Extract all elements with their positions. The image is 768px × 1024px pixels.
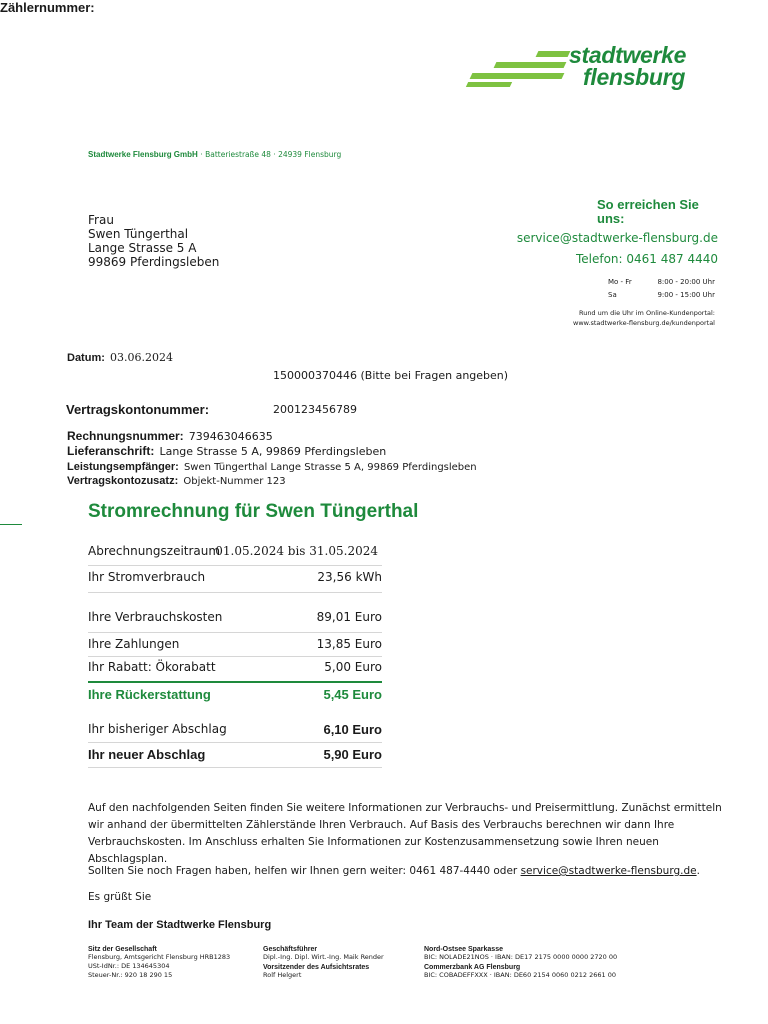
contact-phone: Telefon: 0461 487 4440	[575, 252, 718, 266]
neu-abschlag-label: Ihr neuer Abschlag	[88, 747, 206, 762]
footer-col2-line1: Dipl.-Ing. Dipl. Wirt.-Ing. Maik Render	[263, 953, 384, 961]
zeitraum-label: Abrechnungszeitraum	[88, 544, 221, 558]
zeitraum-value: 01.05.2024 bis 31.05.2024	[215, 544, 378, 558]
row-verbrauch	[88, 570, 382, 590]
signature: Ihr Team der Stadtwerke Flensburg	[88, 919, 272, 931]
logo-line1: stadtwerke	[569, 42, 687, 68]
zahlungen-label: Ihre Zahlungen	[88, 637, 180, 651]
recipient-city: 99869 Pferdingsleben	[88, 255, 220, 269]
footer-col1-line3: Steuer-Nr.: 920 18 290 15	[88, 971, 173, 979]
footer-col3-line2: BIC: COBADEFFXXX · IBAN: DE60 2154 0060 0212 2661 00	[424, 971, 616, 979]
footer-col3-line1: BIC: NOLADE21NOS · IBAN: DE17 2175 0000 0000 2720 00	[424, 953, 618, 961]
verbrauch-label: Ihr Stromverbrauch	[88, 570, 206, 584]
body-email-link[interactable]: service@stadtwerke-flensburg.de	[520, 865, 697, 877]
vertragskontozusatz	[67, 469, 286, 488]
alt-abschlag-value: 6,10 Euro	[323, 722, 382, 737]
hours-day-2: Sa	[608, 291, 617, 299]
footer-col2-heading2: Vorsitzender des Aufsichtsrates	[263, 964, 370, 971]
footer-col1-line2: USt-IdNr.: DE 134645304	[88, 962, 170, 970]
logo	[465, 44, 725, 94]
rabatt-value: 5,00 Euro	[324, 660, 382, 674]
rabatt-label: Ihr Rabatt: Ökorabatt	[88, 660, 216, 674]
alt-abschlag-label: Ihr bisheriger Abschlag	[88, 722, 227, 736]
kosten-label: Ihre Verbrauchskosten	[88, 610, 223, 624]
row-neu-abschlag	[88, 747, 382, 767]
sender-address: · Batteriestraße 48 · 24939 Flensburg	[200, 150, 342, 159]
footer-col-2	[263, 946, 384, 980]
divider	[88, 742, 382, 743]
erstattung-value: 5,45 Euro	[323, 687, 382, 702]
divider	[88, 592, 382, 593]
empf-label: Leistungsempfänger:	[67, 461, 179, 473]
divider	[88, 565, 382, 566]
divider	[88, 767, 382, 768]
vertragskonto-label: Vertragskontonummer:	[66, 402, 210, 417]
liefer-label: Lieferanschrift:	[67, 444, 155, 458]
zahlungen-value: 13,85 Euro	[316, 637, 382, 651]
divider	[88, 632, 382, 633]
datum-value: 03.06.2024	[109, 351, 173, 364]
page-title: Stromrechnung für Swen Tüngerthal	[88, 501, 419, 522]
logo-line2: flensburg	[583, 64, 686, 90]
zaehler-value: 150000370446 (Bitte bei Fragen angeben)	[273, 369, 509, 382]
vertragskonto-value: 200123456789	[273, 403, 357, 416]
hours-time-2: 9:00 - 15:00 Uhr	[657, 291, 715, 299]
fold-mark	[0, 524, 22, 525]
sender-line	[88, 150, 341, 159]
recipient-address	[88, 213, 219, 269]
neu-abschlag-value: 5,90 Euro	[323, 747, 382, 762]
row-alt-abschlag	[88, 722, 382, 742]
portal-line1: Rund um die Uhr im Online-Kundenportal:	[578, 309, 715, 317]
empf-value: Swen Tüngerthal Lange Strasse 5 A, 99869 Pferdingsleben	[183, 462, 477, 473]
row-kosten	[88, 610, 382, 630]
kosten-value: 89,01 Euro	[316, 610, 382, 624]
footer-col2-line2: Rolf Helgert	[263, 971, 302, 979]
hours-day-1: Mo - Fr	[608, 278, 632, 286]
hours-time-1: 8:00 - 20:00 Uhr	[657, 278, 715, 286]
logo-stripe-1	[536, 51, 571, 57]
logo-stripe-3	[470, 73, 565, 79]
recipient-name: Swen Tüngerthal	[88, 227, 189, 241]
row-rabatt	[88, 660, 382, 680]
rechnung-label: Rechnungsnummer:	[67, 429, 184, 443]
body-paragraph-1: Auf den nachfolgenden Seiten finden Sie weitere Informationen zur Verbrauchs- und Preisermittlung. Zunächst ermitteln wir anhand der übermittelten Zählerstände Ihren Verbrauch. Auf Basis des Verbrauchs berechnen wir dann Ihre Verbrauchskosten. Im Anschluss erhalten Sie Informationen zur Kostenzusammensetzung sowie Ihren neuen Abschlagsplan.	[88, 802, 722, 865]
row-erstattung	[88, 687, 382, 707]
contact-title: So erreichen Sie uns:	[597, 197, 699, 226]
zusatz-label: Vertragskontozusatz:	[67, 475, 179, 487]
datum	[67, 346, 173, 365]
portal-info	[573, 308, 715, 328]
greeting: Es grüßt Sie	[88, 891, 152, 903]
body-p2-prefix: Sollten Sie noch Fragen haben, helfen wir Ihnen gern weiter: 0461 487-4440 oder	[88, 865, 521, 877]
divider-green	[88, 681, 382, 683]
footer-col3-heading: Nord-Ostsee Sparkasse	[424, 946, 503, 953]
zusatz-value: Objekt-Nummer 123	[183, 476, 286, 487]
zaehler-label: Zählernummer:	[0, 0, 95, 15]
footer-col2-heading: Geschäftsführer	[263, 946, 318, 953]
body-p2-suffix: .	[696, 865, 700, 877]
sender-company: Stadtwerke Flensburg GmbH	[88, 150, 198, 159]
body-paragraph-2	[88, 863, 728, 880]
footer-col-1	[88, 946, 230, 980]
contact-email[interactable]: service@stadtwerke-flensburg.de	[516, 231, 718, 245]
portal-line2: www.stadtwerke-flensburg.de/kundenportal	[573, 319, 715, 327]
liefer-value: Lange Strasse 5 A, 99869 Pferdingsleben	[159, 445, 387, 458]
verbrauch-value: 23,56 kWh	[317, 570, 382, 584]
erstattung-label: Ihre Rückerstattung	[88, 687, 211, 702]
recipient-salutation: Frau	[88, 213, 114, 227]
footer-col1-heading: Sitz der Gesellschaft	[88, 946, 157, 953]
row-zeitraum	[88, 544, 382, 564]
footer-col3-heading2: Commerzbank AG Flensburg	[424, 964, 521, 971]
divider	[88, 656, 382, 657]
logo-stripe-2	[494, 62, 567, 68]
footer-col1-line1: Flensburg, Amtsgericht Flensburg HRB1283	[88, 953, 231, 961]
logo-stripe-4	[466, 82, 512, 87]
rechnung-value: 739463046635	[188, 430, 273, 443]
datum-label: Datum:	[67, 352, 105, 364]
row-zahlungen	[88, 637, 382, 657]
recipient-street: Lange Strasse 5 A	[88, 241, 197, 255]
footer-col-3	[424, 946, 617, 980]
